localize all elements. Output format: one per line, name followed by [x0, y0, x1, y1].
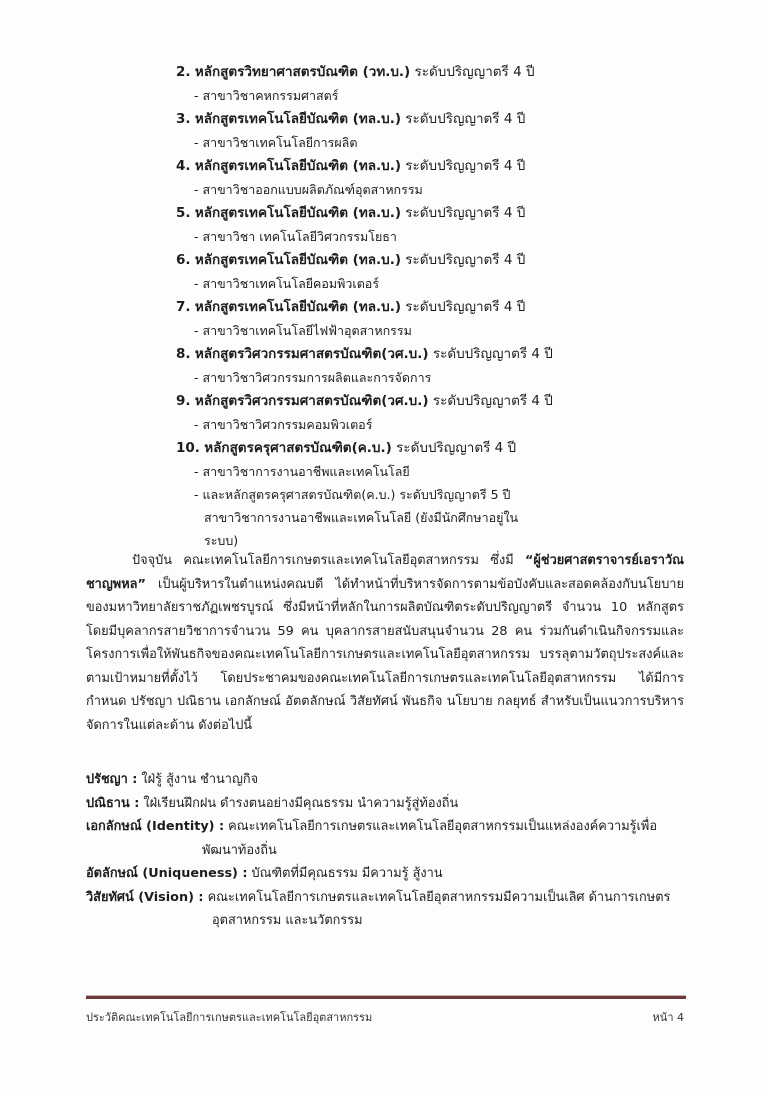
program-item	[176, 295, 696, 342]
program-title	[176, 342, 696, 366]
program-branch: - สาขาวิชาคหกรรมศาสตร์	[194, 88, 339, 103]
paragraph-body: เป็นผู้บริหารในตำแหน่งคณบดี ได้ทำหน้าที่บริหารจัดการตามข้อบังคับและสอดคล้องกับนโยบายของมหาวิทยาลัยราชภัฏเพชรบูรณ์ ซึ่งมีหน้าที่หลักในการผลิตบัณฑิตระดับปริญญาตรี จำนวน 10 หลักสูตร โดยมีบุคลากรสายวิชาการจำนวน 59 คน บุคลากรสายสนับสนุนจำนวน 28 คน ร่วมกันดำเนินกิจกรรมและโครงการเพื่อให้พันธกิจของคณะเทคโนโลยีการเกษตรและเทคโนโลยีอุตสาหกรรม บรรลุตามวัตถุประสงค์และตามเป้าหมายที่ตั้งไว้ โดยประชาคมของคณะเทคโนโลยีการเกษตรและเทคโนโลยีอุตสาหกรรม ได้มีการกำหนด ปรัชญา ปณิธาน เอกลักษณ์ อัตตลักษณ์ วิสัยทัศน์ พันธกิจ นโยบาย กลยุทธ์ สำหรับเป็นแนวการบริหารจัดการในแต่ละด้าน ดังต่อไปนี้	[86, 576, 684, 733]
program-level: ระดับปริญญาตรี 4 ปี	[401, 158, 526, 174]
program-level: ระดับปริญญาตรี 4 ปี	[428, 346, 553, 362]
philosophy-row	[86, 768, 696, 792]
resolution-term: ปณิธาน :	[86, 795, 140, 811]
program-number: 3.	[176, 111, 191, 127]
program-item	[176, 107, 696, 154]
program-item	[176, 342, 696, 389]
program-title	[176, 60, 696, 84]
intro-paragraph	[86, 549, 684, 737]
program-level: ระดับปริญญาตรี 4 ปี	[428, 393, 553, 409]
program-title	[176, 154, 696, 178]
program-branch: - สาขาวิชา เทคโนโลยีวิศวกรรมโยธา	[194, 229, 397, 244]
program-title	[176, 201, 696, 225]
program-level: ระดับปริญญาตรี 4 ปี	[401, 205, 526, 221]
program-name: หลักสูตรเทคโนโลยีบัณฑิต (ทล.บ.)	[194, 111, 401, 127]
program-level: ระดับปริญญาตรี 4 ปี	[401, 111, 526, 127]
program-name: หลักสูตรเทคโนโลยีบัณฑิต (ทล.บ.)	[194, 299, 401, 315]
program-name: หลักสูตรเทคโนโลยีบัณฑิต (ทล.บ.)	[194, 252, 401, 268]
resolution-text: ใฝ่เรียนฝึกฝน ดำรงตนอย่างมีคุณธรรม นำความรู้สู่ท้องถิ่น	[139, 795, 459, 811]
program-level: ระดับปริญญาตรี 4 ปี	[410, 64, 535, 80]
paragraph-lead: ปัจจุบัน คณะเทคโนโลยีการเกษตรและเทคโนโลยีอุตสาหกรรม ซึ่งมี	[132, 553, 525, 568]
resolution-row	[86, 792, 696, 816]
program-level: ระดับปริญญาตรี 4 ปี	[391, 440, 517, 456]
program-item	[176, 154, 696, 201]
program-branch: - สาขาวิชาเทคโนโลยีการผลิต	[194, 135, 358, 150]
program-list	[176, 60, 696, 552]
program-number: 9.	[176, 393, 191, 409]
philosophy-term: ปรัชญา :	[86, 772, 138, 787]
identity-continuation: พัฒนาท้องถิ่น	[202, 842, 277, 858]
program-name: หลักสูตรวิศวกรรมศาสตรบัณฑิต(วศ.บ.)	[194, 393, 429, 409]
vision-term: วิสัยทัศน์ (Vision) :	[86, 889, 204, 905]
identity-text: คณะเทคโนโลยีการเกษตรและเทคโนโลยีอุตสาหกรรมเป็นแหล่งองค์ความรู้เพื่อ	[224, 819, 658, 834]
program-item	[176, 436, 696, 552]
program-name: หลักสูตรวิทยาศาสตรบัณฑิต (วท.บ.)	[194, 64, 411, 80]
program-level: ระดับปริญญาตรี 4 ปี	[401, 252, 526, 268]
program-branch: - และหลักสูตรครุศาสตรบัณฑิต(ค.บ.) ระดับปริญญาตรี 5 ปี สาขาวิชาการงานอาชีพและเทคโนโลยี (ยังมีนักศึกษาอยู่ในระบบ)	[194, 487, 519, 548]
program-number: 2.	[176, 64, 191, 80]
program-title	[176, 295, 696, 319]
program-branch: - สาขาวิชาวิศวกรรมคอมพิวเตอร์	[194, 417, 373, 432]
program-branch: - สาขาวิชาการงานอาชีพและเทคโนโลยี	[194, 464, 410, 479]
dean-name: “ผู้ช่วยศาสตราจารย์เอราวัณ ชาญพหล”	[86, 553, 684, 592]
program-number: 4.	[176, 158, 191, 174]
program-number: 8.	[176, 346, 191, 362]
philosophy-text: ใฝ่รู้ สู้งาน ชำนาญกิจ	[137, 772, 259, 787]
program-level: ระดับปริญญาตรี 4 ปี	[401, 299, 526, 315]
program-item	[176, 60, 696, 107]
program-name: หลักสูตรเทคโนโลยีบัณฑิต (ทล.บ.)	[194, 205, 401, 221]
program-number: 7.	[176, 299, 191, 315]
program-branch: - สาขาวิชาเทคโนโลยีไฟฟ้าอุตสาหกรรม	[194, 323, 412, 338]
program-name: หลักสูตรครุศาสตรบัณฑิต(ค.บ.)	[204, 440, 392, 456]
vision-continuation: อุตสาหกรรม และนวัตกรรม	[212, 913, 363, 928]
footer-title: ประวัติคณะเทคโนโลยีการเกษตรและเทคโนโลยีอุตสาหกรรม	[86, 1011, 373, 1024]
uniqueness-row	[86, 862, 696, 886]
program-title	[176, 436, 696, 460]
identity-term: เอกลักษณ์ (Identity) :	[86, 819, 225, 834]
program-item	[176, 389, 696, 436]
page-number: หน้า 4	[652, 1011, 684, 1024]
program-title	[176, 248, 696, 272]
program-item	[176, 201, 696, 248]
program-name: หลักสูตรเทคโนโลยีบัณฑิต (ทล.บ.)	[194, 158, 401, 174]
program-number: 6.	[176, 252, 191, 268]
program-number: 10.	[176, 440, 200, 456]
identity-row	[86, 815, 696, 839]
program-branch: - สาขาวิชาออกแบบผลิตภัณฑ์อุตสาหกรรม	[194, 182, 423, 197]
program-name: หลักสูตรวิศวกรรมศาสตรบัณฑิต(วศ.บ.)	[194, 346, 429, 362]
uniqueness-term: อัตลักษณ์ (Uniqueness) :	[86, 866, 248, 881]
vision-text: คณะเทคโนโลยีการเกษตรและเทคโนโลยีอุตสาหกรรมมีความเป็นเลิศ ด้านการเกษตร	[203, 889, 671, 905]
program-title	[176, 389, 696, 413]
footer-divider	[86, 995, 686, 999]
program-branch: - สาขาวิชาวิศวกรรมการผลิตและการจัดการ	[194, 370, 432, 385]
definitions	[86, 768, 696, 933]
program-item	[176, 248, 696, 295]
program-number: 5.	[176, 205, 191, 221]
program-branch: - สาขาวิชาเทคโนโลยีคอมพิวเตอร์	[194, 276, 380, 291]
uniqueness-text: บัณฑิตที่มีคุณธรรม มีความรู้ สู้งาน	[247, 866, 443, 881]
program-title	[176, 107, 696, 131]
vision-row	[86, 886, 696, 910]
